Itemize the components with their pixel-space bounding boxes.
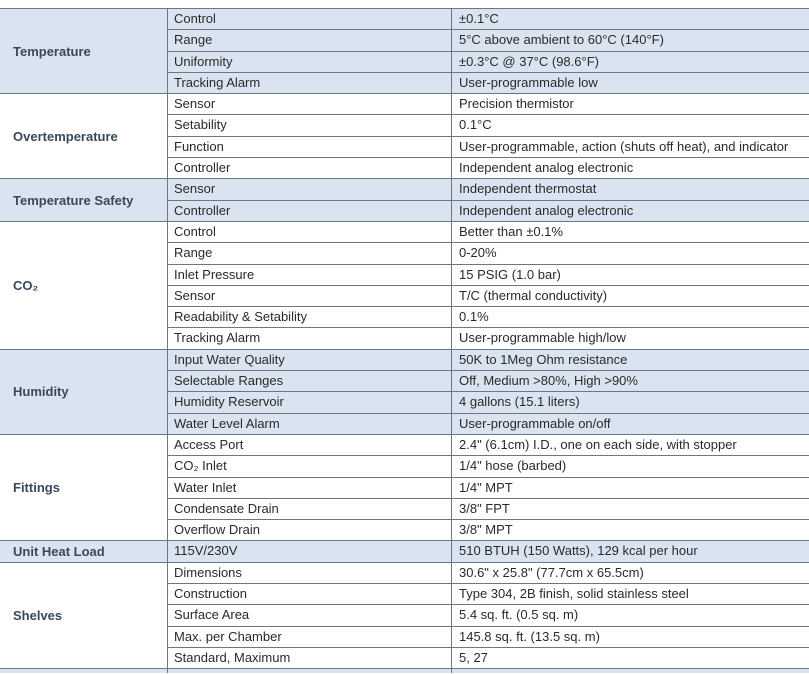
- group-shelves: [0, 562, 809, 668]
- spec-parameter: Humidity Reservoir: [168, 392, 452, 412]
- spec-row: [168, 349, 809, 370]
- spec-value: 2.4" (6.1cm) I.D., one on each side, with stopper: [459, 436, 737, 452]
- spec-parameter: Controller: [168, 201, 452, 221]
- spec-row: [168, 391, 809, 412]
- spec-value: T/C (thermal conductivity): [459, 287, 608, 303]
- group-label: Unit Heat Load: [0, 540, 168, 561]
- spec-value: 0.1°C: [459, 117, 492, 133]
- group-label: CO₂: [0, 221, 168, 349]
- spec-parameter: 115V/230V: [168, 541, 452, 561]
- spec-value: Independent analog electronic: [459, 160, 634, 176]
- group-rows: [168, 434, 809, 540]
- group-rows: [168, 93, 809, 178]
- spec-row: [168, 51, 809, 72]
- spec-value: 510 BTUH (150 Watts), 129 kcal per hour: [459, 543, 698, 559]
- spec-value: Better than ±0.1%: [459, 223, 563, 239]
- spec-parameter: Uniformity: [168, 52, 452, 72]
- spec-parameter: Setability: [168, 115, 452, 135]
- spec-row: [168, 72, 809, 93]
- spec-value: 30.6" x 25.8" (77.7cm x 65.5cm): [459, 564, 644, 580]
- group-rows: [168, 221, 809, 349]
- spec-parameter: Range: [168, 243, 452, 263]
- spec-value: 1/4" hose (barbed): [459, 458, 567, 474]
- spec-parameter: CO₂ Inlet: [168, 456, 452, 476]
- spec-parameter: Surface Area: [168, 605, 452, 625]
- spec-value: 1/4" MPT: [459, 479, 513, 495]
- group-rows: [168, 349, 809, 434]
- spec-row: [168, 306, 809, 327]
- spec-row: [168, 29, 809, 50]
- group-label: Temperature Safety: [0, 178, 168, 221]
- cut-off-category-cell: [0, 669, 168, 673]
- spec-row: [168, 434, 809, 455]
- group-temperature-safety: [0, 178, 809, 221]
- spec-table: [0, 8, 809, 673]
- spec-value: User-programmable, action (shuts off heat), and indicator: [459, 138, 789, 154]
- spec-row: [168, 264, 809, 285]
- group-overtemperature: [0, 93, 809, 178]
- spec-parameter: Input Water Quality: [168, 350, 452, 370]
- spec-row: [168, 519, 809, 540]
- spec-parameter: Tracking Alarm: [168, 73, 452, 93]
- group-temperature: [0, 8, 809, 93]
- spec-row: [168, 242, 809, 263]
- spec-row: [168, 413, 809, 434]
- spec-parameter: Controller: [168, 158, 452, 178]
- spec-parameter: Water Inlet: [168, 478, 452, 498]
- group-fittings: [0, 434, 809, 540]
- spec-value: 50K to 1Meg Ohm resistance: [459, 351, 628, 367]
- spec-parameter: Sensor: [168, 94, 452, 114]
- spec-row: [168, 136, 809, 157]
- spec-parameter: Construction: [168, 584, 452, 604]
- spec-row: [168, 477, 809, 498]
- group-co2: [0, 221, 809, 349]
- spec-parameter: Control: [168, 9, 452, 29]
- group-label: Overtemperature: [0, 93, 168, 178]
- group-rows: [168, 178, 809, 221]
- spec-row: [168, 157, 809, 178]
- group-label: Temperature: [0, 8, 168, 93]
- spec-parameter: Standard, Maximum: [168, 648, 452, 668]
- group-rows: [168, 540, 809, 561]
- spec-row: [168, 583, 809, 604]
- group-label: Humidity: [0, 349, 168, 434]
- group-label: Fittings: [0, 434, 168, 540]
- spec-parameter: Access Port: [168, 435, 452, 455]
- spec-value: 5, 27: [459, 649, 488, 665]
- spec-row: [168, 498, 809, 519]
- spec-parameter: Selectable Ranges: [168, 371, 452, 391]
- spec-value: 145.8 sq. ft. (13.5 sq. m): [459, 628, 600, 644]
- spec-row: [168, 178, 809, 199]
- spec-value: ±0.3°C @ 37°C (98.6°F): [459, 53, 599, 69]
- group-humidity: [0, 349, 809, 434]
- spec-row: [168, 626, 809, 647]
- spec-value: 15 PSIG (1.0 bar): [459, 266, 561, 282]
- spec-parameter: Function: [168, 137, 452, 157]
- spec-value: User-programmable on/off: [459, 415, 611, 431]
- spec-value: 3/8" FPT: [459, 500, 510, 516]
- spec-parameter: Sensor: [168, 286, 452, 306]
- spec-value: ±0.1°C: [459, 11, 499, 26]
- spec-value: Off, Medium >80%, High >90%: [459, 373, 638, 389]
- spec-value: 3/8" MPT: [459, 522, 513, 538]
- spec-row: [168, 221, 809, 242]
- spec-parameter: Control: [168, 222, 452, 242]
- cut-off-parameter-cell: [168, 669, 452, 673]
- spec-row: [168, 562, 809, 583]
- spec-row: [168, 647, 809, 668]
- spec-value: 4 gallons (15.1 liters): [459, 394, 580, 410]
- spec-parameter: Dimensions: [168, 563, 452, 583]
- spec-value: Independent analog electronic: [459, 202, 634, 218]
- spec-value: 0.1%: [459, 309, 489, 325]
- spec-row: [168, 200, 809, 221]
- spec-value: User-programmable high/low: [459, 330, 626, 346]
- spec-row: [168, 604, 809, 625]
- spec-value: User-programmable low: [459, 74, 598, 90]
- spec-row: [168, 8, 809, 29]
- spec-parameter: Range: [168, 30, 452, 50]
- spec-value: Type 304, 2B finish, solid stainless steel: [459, 586, 689, 602]
- cut-off-value-cell: [452, 669, 809, 673]
- spec-row: [168, 327, 809, 348]
- spec-parameter: Tracking Alarm: [168, 328, 452, 348]
- spec-row: [168, 540, 809, 561]
- spec-row: [168, 114, 809, 135]
- spec-value: 0-20%: [459, 245, 497, 261]
- group-unit-heat-load: [0, 540, 809, 561]
- spec-row: [168, 455, 809, 476]
- spec-parameter: Water Level Alarm: [168, 414, 452, 434]
- spec-value: 5.4 sq. ft. (0.5 sq. m): [459, 607, 579, 623]
- spec-value: Independent thermostat: [459, 181, 597, 197]
- spec-parameter: Overflow Drain: [168, 520, 452, 540]
- spec-parameter: Readability & Setability: [168, 307, 452, 327]
- group-label: Shelves: [0, 562, 168, 668]
- spec-row: [168, 93, 809, 114]
- spec-parameter: Max. per Chamber: [168, 627, 452, 647]
- spec-parameter: Inlet Pressure: [168, 265, 452, 285]
- group-rows: [168, 8, 809, 93]
- spec-parameter: Condensate Drain: [168, 499, 452, 519]
- spec-parameter: Sensor: [168, 179, 452, 199]
- spec-value: 5°C above ambient to 60°C (140°F): [459, 32, 664, 48]
- spec-row: [168, 370, 809, 391]
- spec-value: Precision thermistor: [459, 96, 574, 112]
- spec-row: [168, 285, 809, 306]
- spec-row-cut-off: [0, 668, 809, 673]
- group-rows: [168, 562, 809, 668]
